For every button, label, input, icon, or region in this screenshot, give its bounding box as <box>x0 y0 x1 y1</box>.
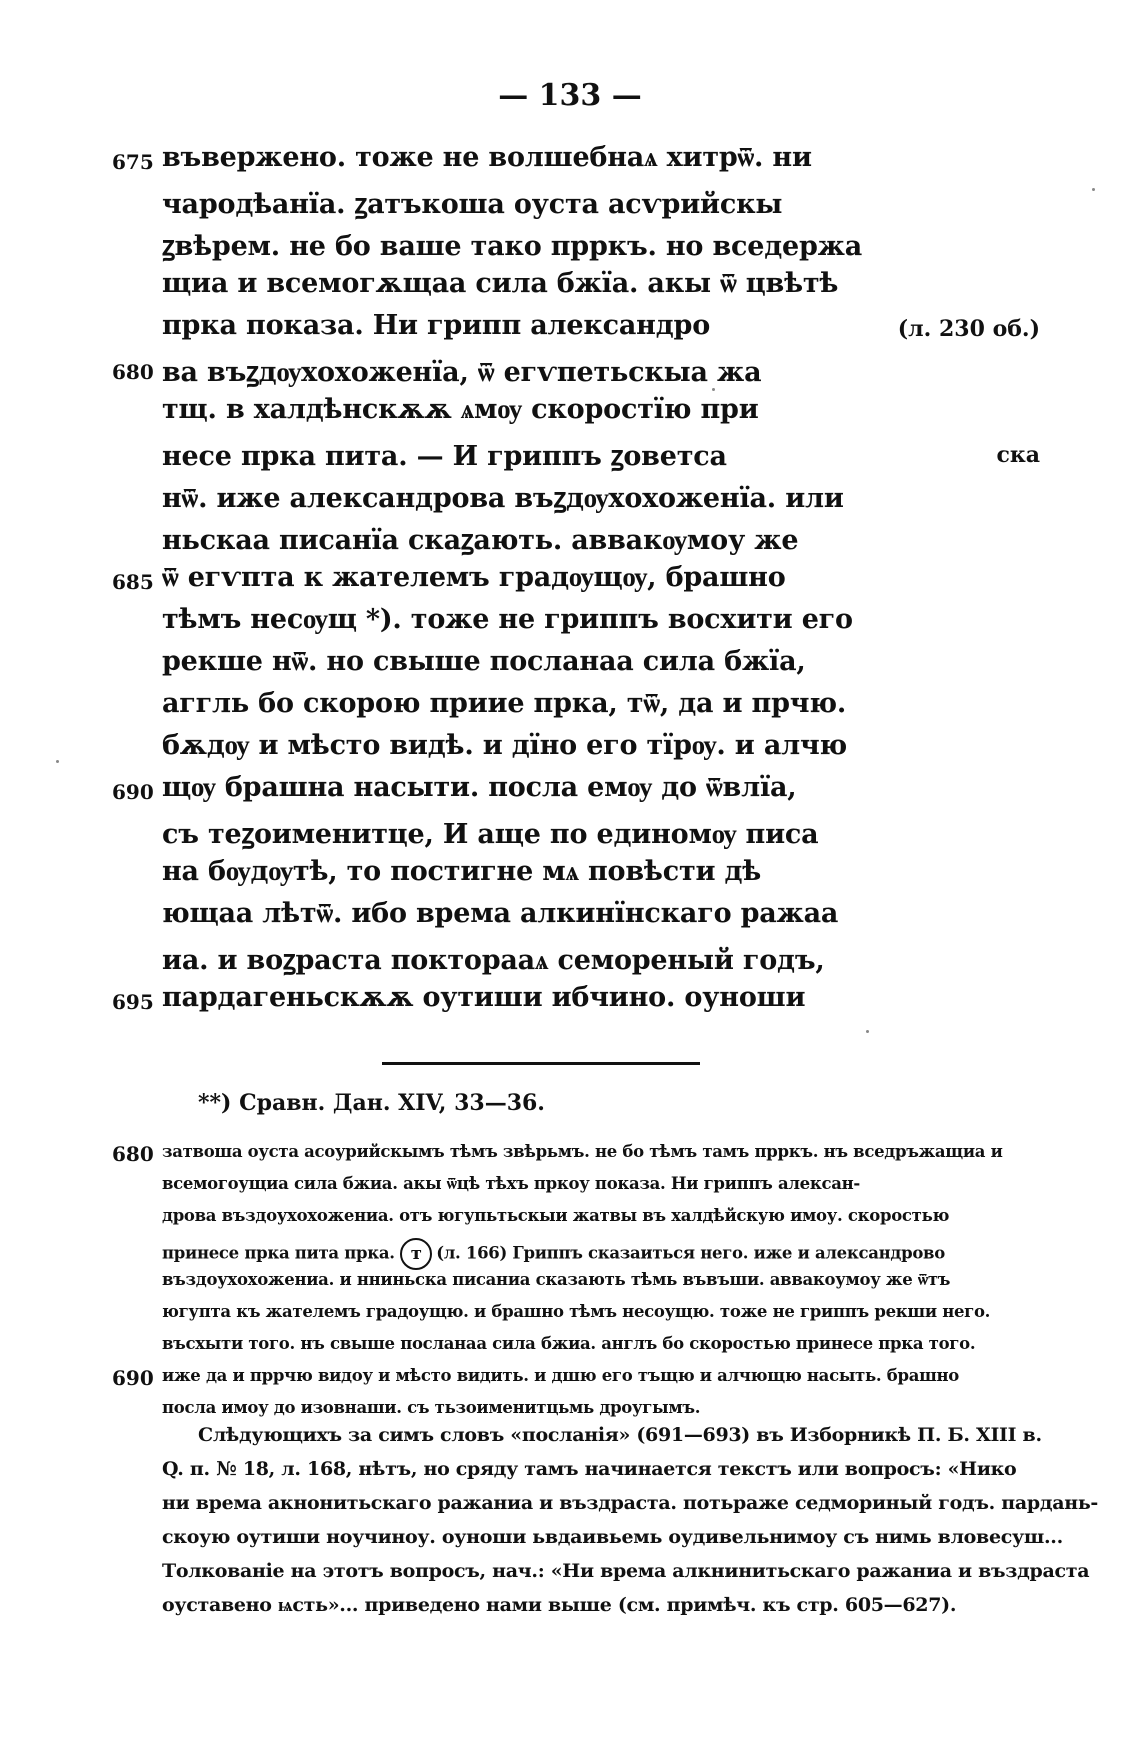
text-line <box>0 730 1140 774</box>
apparatus-text-continued: (л. 166) Гриппъ сказаиться него. иже и александрово <box>436 1243 945 1263</box>
note-line: Q. п. № 18, л. 168, нѣтъ, но сряду тамъ начинается текстъ или вопросъ: «Нико <box>162 1458 1017 1480</box>
note-line: Слѣдующихъ за симъ словъ «посланія» (691—693) въ Изборникѣ П. Б. XIII в. <box>198 1424 1042 1446</box>
text-line <box>0 814 1140 858</box>
apparatus-text: въздоухохожениа. и нниньска писаниа сказають тѣмь въвъши. аввакоумоу же ѿтъ <box>162 1270 951 1289</box>
line-text: ющаа лѣтѿ. ибо врема алкинїнскаго ражаа <box>162 898 839 929</box>
line-text: тщ. в халдѣнскѫѫ ѧмѹ скоростїю при <box>162 394 759 425</box>
line-text: рекше нѿ. но свыше посланаа сила бжїа, <box>162 646 806 677</box>
apparatus-text: дрова въздоухохожениа. отъ югупьтьскыи жатвы въ халдѣйскую имоу. скоростью <box>162 1206 950 1225</box>
text-line <box>0 562 1140 606</box>
line-text: пардагеньскѫѫ оутиши ибчино. оуноши <box>162 982 806 1013</box>
line-text: щѹ брашна насыти. посла емѹ до ѿвлїа, <box>162 772 797 803</box>
apparatus-line <box>0 1268 1140 1298</box>
apparatus-line <box>0 1364 1140 1394</box>
footnote: **) Сравн. Дан. XIV, 33—36. <box>198 1090 545 1116</box>
apparatus-text-with-mark <box>162 1238 945 1270</box>
text-line <box>0 310 1140 354</box>
line-number: 695 <box>112 990 154 1014</box>
apparatus-text: иже да и пррчю видоу и мѣсто видить. и дшю его тъщю и алчющю насыть. брашно <box>162 1366 960 1385</box>
line-text: несе прка пита. — И гриппъ ꙁоветса <box>162 441 727 472</box>
line-text: прка показа. Ни грипп александро <box>162 310 711 341</box>
apparatus-line <box>0 1140 1140 1170</box>
line-number: 680 <box>112 1142 154 1166</box>
note-line: ни врема акнонитьскаго ражаниа и въздраста. потьраже седмориный годъ. пардань- <box>162 1492 1099 1514</box>
apparatus-text: югупта къ жателемъ градоущю. и брашно тѣмъ несоущю. тоже не гриппъ рекши него. <box>162 1302 991 1321</box>
line-number: 675 <box>112 150 154 174</box>
line-text: на бѹдѹтѣ, то постигне мѧ повѣсти дѣ <box>162 856 762 887</box>
text-line <box>0 520 1140 564</box>
apparatus-line <box>0 1332 1140 1362</box>
apparatus-text: въсхыти того. нъ свыше посланаа сила бжиа. англъ бо скоростью принесе прка того. <box>162 1334 976 1353</box>
note-line: Толкованіе на этотъ вопросъ, нач.: «Ни врема алкнинитьскаго ражаниа и въздраста <box>162 1560 1090 1582</box>
scan-speck <box>866 1030 869 1033</box>
note-line: оуставено ѩсть»... приведено нами выше (см. примѣч. къ стр. 605—627). <box>162 1594 957 1616</box>
apparatus-line <box>0 1236 1140 1266</box>
line-text: ньскаа писанїа скаꙁають. аввакѹмоу же <box>162 525 799 556</box>
line-text: съ теꙁоименитце, И аще по единомѹ писа <box>162 819 819 850</box>
margin-note: ска <box>996 442 1040 468</box>
line-text: чародѣанїа. ꙁатъкоша оуста асѵрийскы <box>162 189 783 220</box>
line-text: бѫдѹ и мѣсто видѣ. и дїно его тїрѹ. и алчю <box>162 730 848 761</box>
margin-note: (л. 230 об.) <box>897 316 1040 342</box>
apparatus-text: затвоша оуста асоурийскымъ тѣмъ звѣрьмъ. не бо тѣмъ тамъ прркъ. нъ вседръжащиа и <box>162 1142 1003 1161</box>
text-line <box>0 940 1140 984</box>
line-text: ва въꙁдѹхохоженїа, ѿ егѵпетьскыа жа <box>162 357 762 388</box>
text-line <box>0 478 1140 522</box>
text-line <box>0 688 1140 732</box>
line-number: 680 <box>112 360 154 384</box>
scan-speck <box>712 388 715 391</box>
line-text: ꙁвѣрем. не бо ваше тако прркъ. но вседержа <box>162 231 863 262</box>
text-line <box>0 226 1140 270</box>
note-line: скоую оутиши ноучиноу. оуноши ьвдаивьемь оудивельнимоу съ нимь вловесуш... <box>162 1526 1063 1548</box>
circled-letter-mark: т <box>400 1238 432 1270</box>
line-text: нѿ. иже александрова въꙁдѹхохоженїа. или <box>162 483 844 514</box>
text-line <box>0 268 1140 312</box>
text-line <box>0 856 1140 900</box>
text-line <box>0 352 1140 396</box>
apparatus-text: всемогоущиа сила бжиа. акы ѿцѣ тѣхъ пркоу показа. Ни гриппъ алексан- <box>162 1174 860 1193</box>
line-text: щиа и всемогѫщаа сила бжїа. акы ѿ цвѣтѣ <box>162 268 839 299</box>
text-line <box>0 646 1140 690</box>
apparatus-line <box>0 1396 1140 1426</box>
scan-speck <box>1092 188 1095 191</box>
line-number: 690 <box>112 1366 154 1390</box>
text-line <box>0 142 1140 186</box>
line-text: аггль бо скорою приие прка, тѿ, да и прчю. <box>162 688 847 719</box>
text-line <box>0 394 1140 438</box>
scan-speck <box>56 760 59 763</box>
text-line <box>0 898 1140 942</box>
footnote-divider <box>382 1062 700 1065</box>
line-number: 690 <box>112 780 154 804</box>
apparatus-text: принесе прка пита прка. <box>162 1243 395 1263</box>
apparatus-line <box>0 1204 1140 1234</box>
text-line <box>0 772 1140 816</box>
line-number: 685 <box>112 570 154 594</box>
text-line <box>0 982 1140 1026</box>
text-line <box>0 604 1140 648</box>
page-number: — 133 — <box>498 78 642 113</box>
line-text: тѣмъ несѹщ *). тоже не гриппъ восхити его <box>162 604 853 635</box>
line-text: въвержено. тоже не волшебнаѧ хитрѿ. ни <box>162 142 812 173</box>
text-line <box>0 436 1140 480</box>
text-line <box>0 184 1140 228</box>
line-text: ѿ егѵпта к жателемъ градѹщѹ, брашно <box>162 562 786 593</box>
line-text: иа. и воꙁраста покторааѧ семореный годъ, <box>162 945 825 976</box>
apparatus-text: посла имоу до изовнаши. съ тьзоименитцьмь дроугымъ. <box>162 1398 701 1417</box>
apparatus-line <box>0 1300 1140 1330</box>
apparatus-line <box>0 1172 1140 1202</box>
